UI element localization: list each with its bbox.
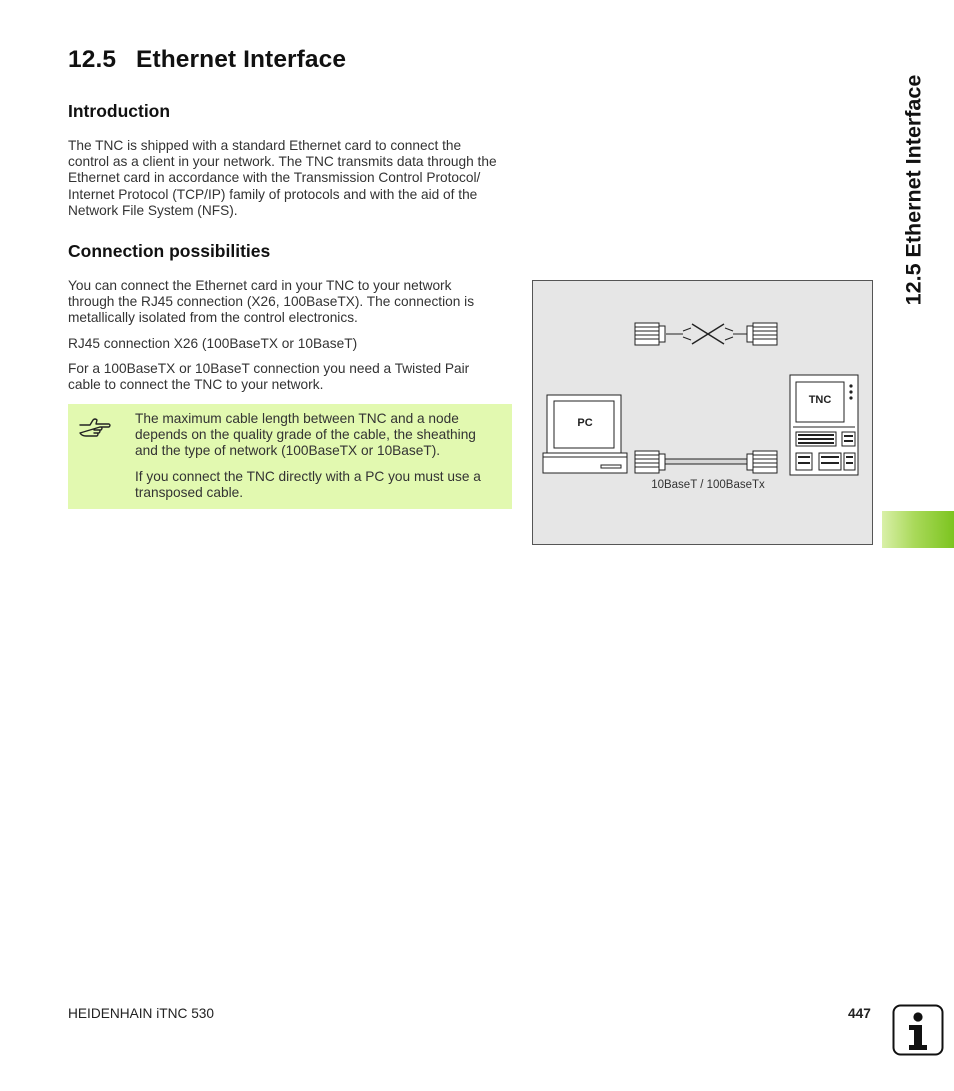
text-line: Internet Protocol (TCP/IP) family of protocols and with the aid of the xyxy=(68,186,478,202)
crossed-cable-illustration xyxy=(635,323,777,345)
pc-illustration xyxy=(543,395,627,473)
section-title: Ethernet Interface xyxy=(136,46,347,73)
introduction-paragraph xyxy=(68,138,518,219)
chapter-thumb-tab xyxy=(882,511,954,548)
pointing-hand-icon xyxy=(78,416,112,440)
text-line: Network File System (NFS). xyxy=(68,202,238,218)
network-diagram xyxy=(532,280,873,545)
note-paragraph-2 xyxy=(135,469,507,501)
connection-heading: Connection possibilities xyxy=(68,241,271,261)
cable-label: 10BaseT / 100BaseTx xyxy=(651,479,765,491)
text-line: through the RJ45 connection (X26, 100BaseTX). The connection is xyxy=(68,294,475,310)
text-line: The TNC is shipped with a standard Ethernet card to connect the xyxy=(68,138,462,153)
connection-paragraph-1 xyxy=(68,278,508,327)
straight-cable-illustration xyxy=(635,451,777,473)
text-line: transposed cable. xyxy=(135,485,244,501)
text-line: If you connect the TNC directly with a PC you must use a xyxy=(135,469,481,484)
text-line: Ethernet card in accordance with the Transmission Control Protocol/ xyxy=(68,170,481,186)
info-icon xyxy=(892,1004,944,1056)
text-line: and the type of network (100BaseTX or 10BaseT). xyxy=(135,443,441,459)
text-line: depends on the quality grade of the cable, the sheathing xyxy=(135,427,476,443)
page-title xyxy=(68,46,346,74)
footer-product: HEIDENHAIN iTNC 530 xyxy=(68,1006,215,1021)
connection-paragraph-3 xyxy=(68,361,508,393)
side-chapter-title-text: 12.5 Ethernet Interface xyxy=(901,74,926,306)
text-line: The maximum cable length between TNC and a node xyxy=(135,411,459,426)
note-box xyxy=(68,404,512,509)
page-number: 447 xyxy=(848,1006,871,1021)
introduction-heading: Introduction xyxy=(68,101,171,121)
connection-paragraph-2: RJ45 connection X26 (100BaseTX or 10BaseT) xyxy=(68,336,358,351)
pc-label: PC xyxy=(577,417,593,429)
text-line: cable to connect the TNC to your network. xyxy=(68,377,324,393)
text-line: metallically isolated from the control electronics. xyxy=(68,310,358,326)
text-line: control as a client in your network. The TNC transmits data through the xyxy=(68,154,497,170)
note-paragraph-1 xyxy=(135,411,507,460)
tnc-label: TNC xyxy=(808,394,832,406)
section-number: 12.5 xyxy=(68,46,117,73)
tnc-illustration xyxy=(790,375,858,475)
network-diagram-graphic xyxy=(533,281,872,544)
text-line: For a 100BaseTX or 10BaseT connection you need a Twisted Pair xyxy=(68,361,470,376)
text-line: You can connect the Ethernet card in your TNC to your network xyxy=(68,278,452,293)
side-chapter-title xyxy=(894,50,934,330)
